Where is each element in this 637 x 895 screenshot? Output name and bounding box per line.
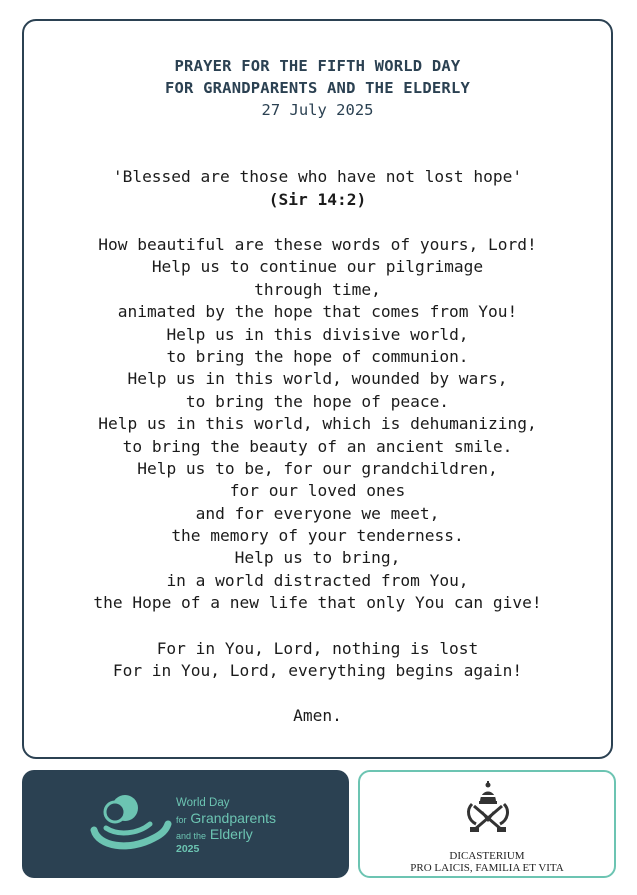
prayer-line: For in You, Lord, everything begins again!	[112, 661, 523, 681]
prayer-line: to bring the hope of peace.	[185, 391, 450, 411]
logo-text-year: 2025	[176, 843, 200, 855]
prayer-line: the memory of your tenderness.	[171, 526, 464, 546]
title-line-2: FOR GRANDPARENTS AND THE ELDERLY	[164, 79, 471, 97]
prayer-line: Help us to be, for our grandchildren,	[137, 458, 498, 478]
prayer-closing: Amen.	[293, 706, 342, 725]
prayer-date: 27 July 2025	[261, 101, 374, 119]
dicastery-panel	[358, 770, 616, 878]
prayer-stanza-2	[24, 638, 611, 683]
papal-coat-of-arms-icon	[462, 780, 514, 836]
grandparents-embrace-logo-icon	[88, 790, 172, 856]
prayer-line: for our loved ones	[229, 481, 406, 501]
prayer-line: Help us in this world, wounded by wars,	[127, 369, 508, 389]
prayer-stanza-1	[24, 234, 611, 615]
prayer-line: and for everyone we meet,	[195, 503, 440, 523]
dicastery-name-line-2: PRO LAICIS, FAMILIA ET VITA	[410, 862, 564, 874]
dicastery-name-line-1: DICASTERIUM	[449, 850, 525, 862]
prayer-line: How beautiful are these words of yours, Lord!	[98, 235, 537, 254]
prayer-line: Help us to bring,	[234, 548, 401, 568]
prayer-line: animated by the hope that comes from You!	[117, 302, 518, 322]
prayer-line: the Hope of a new life that only You can give!	[93, 593, 542, 613]
world-day-logo-panel	[22, 770, 349, 878]
logo-text-world-day: World Day	[176, 797, 230, 809]
prayer-line: through time,	[254, 279, 381, 299]
title-line-1: PRAYER FOR THE FIFTH WORLD DAY	[174, 57, 461, 75]
prayer-line: to bring the beauty of an ancient smile.	[122, 436, 513, 456]
motto-reference: (Sir 14:2)	[268, 190, 367, 209]
prayer-line: Help us in this divisive world,	[166, 324, 469, 344]
prayer-line: to bring the hope of communion.	[166, 346, 469, 366]
logo-text-elderly: and the Elderly	[176, 826, 253, 842]
prayer-line: For in You, Lord, nothing is lost	[156, 639, 479, 658]
prayer-card	[22, 19, 613, 759]
prayer-line: Help us to continue our pilgrimage	[151, 257, 484, 277]
motto-quote: 'Blessed are those who have not lost hope'	[112, 167, 523, 186]
prayer-line: Help us in this world, which is dehumanizing,	[98, 414, 537, 434]
prayer-line: in a world distracted from You,	[166, 570, 469, 590]
logo-text-grandparents: for Grandparents	[176, 810, 277, 826]
